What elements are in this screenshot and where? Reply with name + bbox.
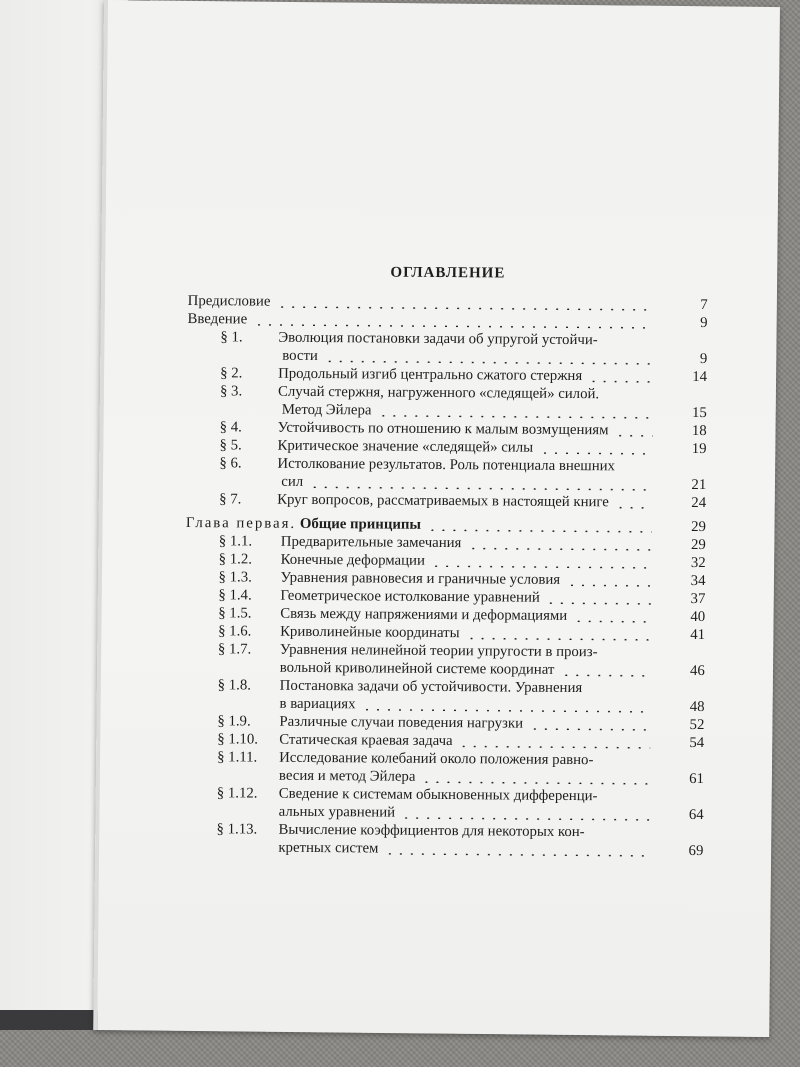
toc-entry-title-cont: кретных систем: [278, 839, 379, 857]
page-number: 37: [690, 590, 706, 608]
table-of-contents: [183, 262, 708, 860]
dot-leader: [431, 565, 652, 569]
dot-leader: [324, 360, 653, 365]
page-number: 41: [690, 626, 706, 644]
page-number: 29: [690, 536, 706, 554]
section-number: § 2.: [220, 365, 243, 382]
section-number: § 4.: [219, 419, 242, 436]
toc-title: ОГЛАВЛЕНИЕ: [390, 264, 506, 282]
section-number: § 3.: [219, 383, 243, 400]
page-number: 34: [690, 572, 706, 590]
toc-entry-title: Вычисление коэффициентов для некоторых кон-: [278, 821, 585, 841]
toc-entry-title-cont: альных уравнений: [278, 803, 396, 821]
page-number: 19: [691, 440, 707, 458]
page-number: 69: [688, 842, 704, 860]
toc-entries: [183, 292, 707, 860]
page-number: 48: [689, 698, 705, 716]
chapter-name: Общие принципы: [299, 515, 422, 533]
toc-entry-title: Связь между напряжениями и деформациями: [280, 605, 568, 624]
section-number: § 1.7.: [217, 641, 252, 658]
page-number: 40: [690, 608, 706, 626]
toc-entry-title-cont: сил: [281, 473, 304, 490]
dot-leader: [614, 434, 652, 436]
toc-entry: [187, 382, 707, 422]
toc-entry-title: Продольный изгиб центрально сжатого стержня: [278, 365, 583, 385]
page-number: 14: [692, 368, 708, 386]
toc-entry-title: Исследование колебаний около положения равно-: [279, 749, 594, 769]
page-number: 46: [689, 662, 705, 680]
toc-entry-title: Сведение к системам обыкновенных дифференци-: [278, 785, 598, 805]
page-number: 9: [700, 315, 708, 332]
toc-entry-title: Криволинейные координаты: [280, 623, 460, 642]
page-number: 32: [690, 554, 706, 572]
dot-leader: [467, 547, 651, 550]
section-number: § 1.13.: [216, 821, 258, 838]
section-number: § 1.4.: [218, 587, 252, 604]
dot-leader: [546, 602, 652, 605]
toc-entry-title: Истолкование результатов. Роль потенциала внешних: [277, 455, 616, 475]
toc-entry: [186, 490, 706, 512]
dot-leader: [615, 506, 652, 508]
toc-entry-title-cont: Метод Эйлера: [281, 401, 372, 419]
toc-entry: [184, 676, 704, 716]
toc-entry-title: Постановка задачи об устойчивости. Уравнения: [279, 677, 583, 697]
chapter-label: Глава первая.: [185, 514, 297, 532]
toc-entry: [183, 820, 703, 860]
toc-entry-title: Статическая краевая задача: [279, 731, 453, 750]
dot-leader: [459, 745, 651, 749]
dot-leader: [384, 853, 649, 857]
section-number: § 1.1.: [218, 533, 253, 550]
page-number: 15: [691, 404, 707, 422]
toc-entry: [184, 784, 704, 824]
page-number: 52: [689, 716, 705, 734]
section-number: § 7.: [219, 491, 242, 508]
dot-leader: [588, 380, 653, 383]
toc-entry-title: Эволюция постановки задачи об упругой устойчи-: [278, 329, 598, 349]
toc-entry-title: Геометрическое истолкование уравнений: [280, 587, 540, 606]
toc-entry-title: Введение: [187, 310, 248, 328]
section-number: § 1.3.: [218, 569, 252, 586]
toc-entry-title: Предисловие: [187, 292, 271, 310]
section-number: § 6.: [219, 455, 242, 472]
toc-entry-title: Различные случаи поведения нагрузки: [279, 713, 524, 732]
toc-entry-title-cont: вольной криволинейной системе координат: [279, 659, 555, 678]
toc-entry: [185, 640, 705, 680]
dot-leader: [566, 584, 651, 587]
dot-leader: [466, 637, 651, 640]
toc-entry-title: Предварительные замечания: [280, 533, 462, 552]
toc-entry-title: Уравнения равновесия и граничные условия: [280, 569, 561, 588]
toc-entry-title: Уравнения нелинейной теории упругости в произ-: [279, 641, 598, 661]
page-number: 9: [699, 351, 708, 368]
toc-entry-title-cont: вости: [282, 347, 318, 365]
dot-leader: [539, 452, 653, 455]
section-number: § 1.12.: [216, 785, 258, 802]
toc-entry: [186, 454, 706, 494]
dot-leader: [427, 529, 652, 533]
section-number: § 1.8.: [217, 677, 252, 694]
section-number: § 1.2.: [218, 551, 253, 568]
dot-leader: [529, 728, 650, 731]
toc-entry-title: Круг вопросов, рассматриваемых в настоящей книге: [277, 491, 609, 511]
dot-leader: [309, 486, 652, 491]
page-number: 24: [691, 494, 707, 512]
page-number: 61: [689, 770, 705, 788]
dot-leader: [276, 306, 653, 311]
page-number: 18: [691, 422, 707, 440]
dot-leader: [421, 781, 650, 785]
section-number: § 1.11.: [217, 749, 258, 766]
page-number: 7: [700, 297, 708, 314]
section-number: § 1.9.: [217, 713, 251, 730]
page-number: 54: [689, 734, 705, 752]
toc-entry: [184, 748, 704, 788]
toc-entry-title: Устойчивость по отношению к малым возмущениям: [277, 419, 609, 439]
page-number: 64: [688, 806, 704, 824]
section-number: § 5.: [219, 437, 242, 454]
dot-leader: [253, 324, 653, 329]
dot-leader: [401, 817, 650, 821]
section-number: § 1.6.: [218, 623, 252, 640]
toc-entry-line: [220, 329, 657, 350]
toc-entry-line: [219, 455, 656, 476]
toc-entry-title: Случай стержня, нагруженного «следящей» силой.: [277, 383, 600, 403]
toc-entry-title: Критическое значение «следящей» силы: [277, 437, 534, 456]
toc-entry: [187, 328, 707, 368]
toc-entry-title-cont: весия и метод Эйлера: [278, 767, 416, 785]
toc-entry-title-cont: в вариациях: [279, 695, 356, 713]
page-number: 29: [691, 518, 706, 536]
section-number: § 1.5.: [218, 605, 252, 622]
section-number: § 1.10.: [217, 731, 259, 748]
section-number: § 1.: [220, 329, 243, 346]
chapter-heading: [186, 514, 421, 534]
dot-leader: [377, 414, 652, 418]
dot-leader: [560, 674, 650, 677]
toc-entry-title: Конечные деформации: [280, 551, 425, 569]
toc-leader-line: [278, 839, 653, 860]
dot-leader: [361, 708, 650, 712]
toc-leader-line: [219, 490, 656, 511]
page-number: 21: [691, 476, 707, 494]
dot-leader: [573, 620, 651, 623]
